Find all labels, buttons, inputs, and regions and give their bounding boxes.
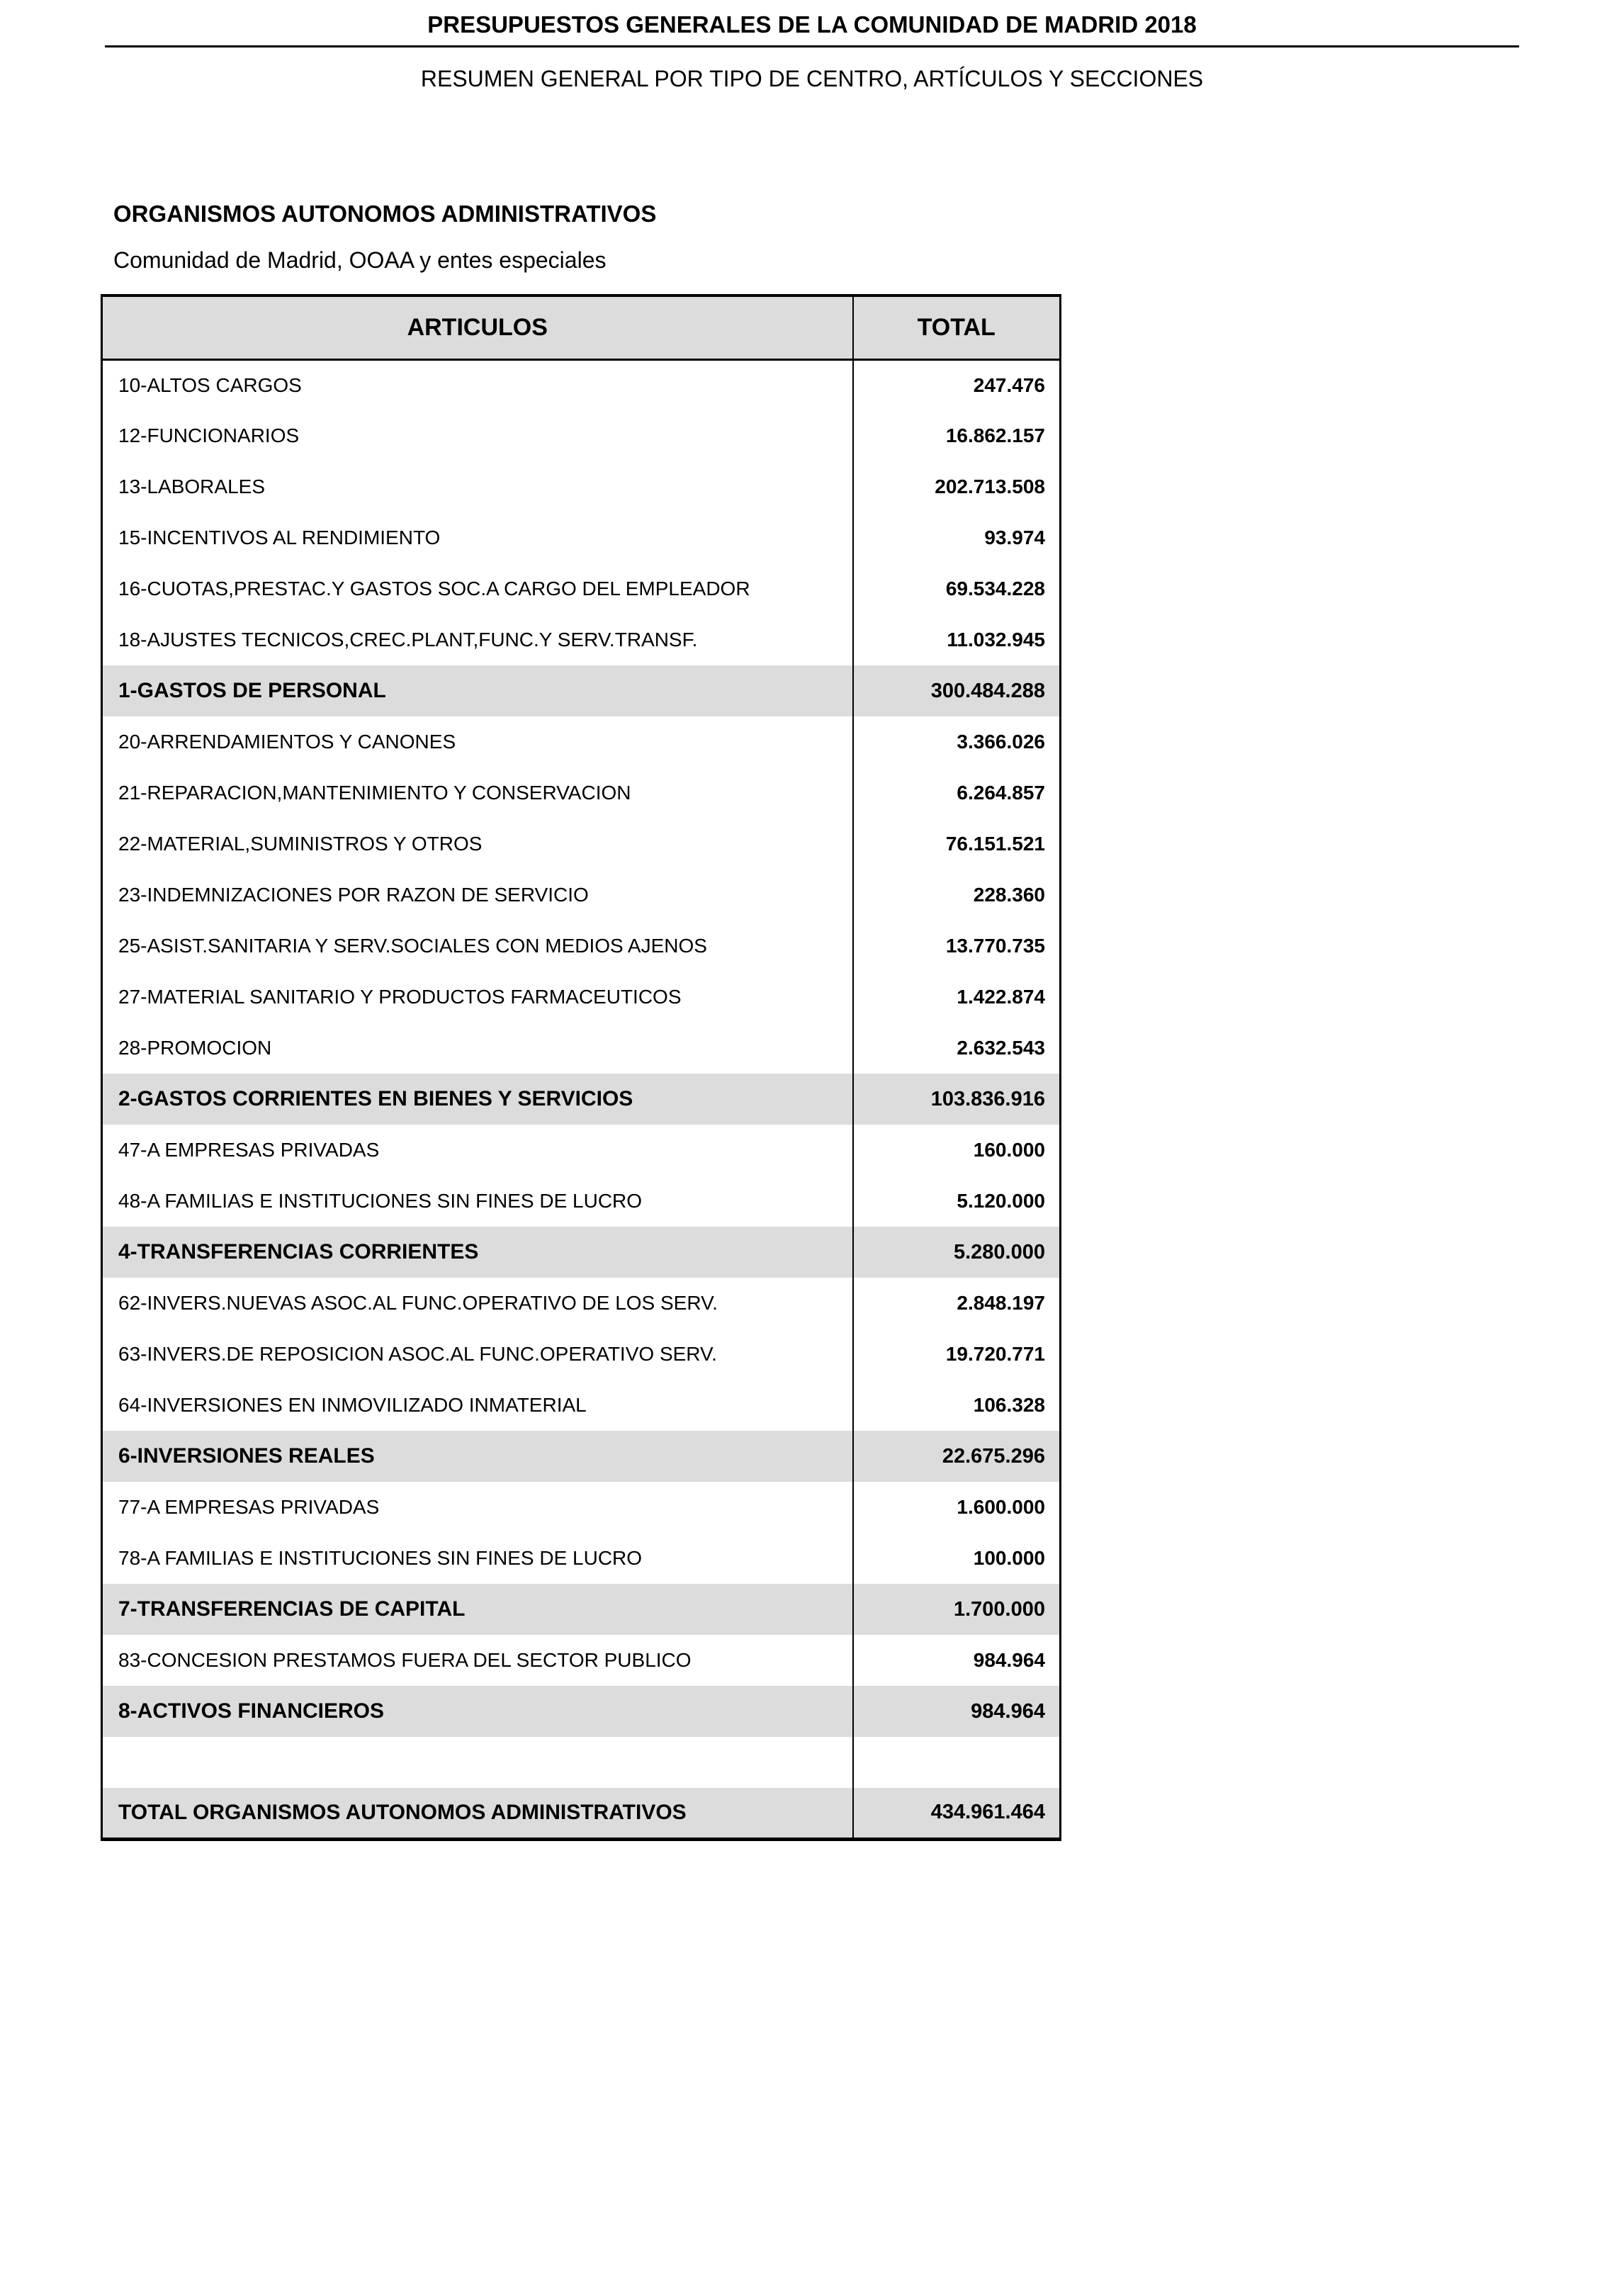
document-title: PRESUPUESTOS GENERALES DE LA COMUNIDAD DE MADRID 2018 xyxy=(427,11,1197,38)
row-label: 21-REPARACION,MANTENIMIENTO Y CONSERVACION xyxy=(102,767,853,818)
row-label xyxy=(102,1737,853,1788)
table-subtotal-row xyxy=(102,1686,1061,1737)
row-total: 5.120.000 xyxy=(957,1190,1045,1212)
column-header-articulos: ARTICULOS xyxy=(102,296,853,359)
row-total: 103.836.916 xyxy=(853,1074,1061,1125)
table-row xyxy=(102,1533,1061,1584)
column-header-total: TOTAL xyxy=(853,296,1061,359)
table-subtotal-row xyxy=(102,1431,1061,1482)
table-row xyxy=(102,1023,1061,1074)
row-label: 78-A FAMILIAS E INSTITUCIONES SIN FINES DE LUCRO xyxy=(102,1533,853,1584)
row-label: 62-INVERS.NUEVAS ASOC.AL FUNC.OPERATIVO DE LOS SERV. xyxy=(102,1278,853,1329)
table-subtotal-row xyxy=(102,1227,1061,1278)
table-row xyxy=(102,1278,1061,1329)
row-label: 23-INDEMNIZACIONES POR RAZON DE SERVICIO xyxy=(102,870,853,921)
row-total: 434.961.464 xyxy=(853,1788,1061,1839)
row-label: 15-INCENTIVOS AL RENDIMIENTO xyxy=(102,512,853,563)
row-total: 16.862.157 xyxy=(945,424,1045,446)
row-total: 3.366.026 xyxy=(957,731,1045,753)
table-row xyxy=(102,1635,1061,1686)
table-row xyxy=(102,1329,1061,1380)
row-label: 12-FUNCIONARIOS xyxy=(102,410,853,461)
table-row xyxy=(102,461,1061,512)
row-total: 5.280.000 xyxy=(853,1227,1061,1278)
row-total: 76.151.521 xyxy=(945,833,1045,855)
row-label: 64-INVERSIONES EN INMOVILIZADO INMATERIAL xyxy=(102,1380,853,1431)
row-label: 10-ALTOS CARGOS xyxy=(102,359,853,410)
budget-table xyxy=(101,294,1061,1841)
row-total: 984.964 xyxy=(973,1649,1045,1671)
section-heading: ORGANISMOS AUTONOMOS ADMINISTRATIVOS xyxy=(113,201,657,227)
row-label: TOTAL ORGANISMOS AUTONOMOS ADMINISTRATIVOS xyxy=(102,1788,853,1839)
row-total: 19.720.771 xyxy=(945,1343,1045,1365)
row-total: 11.032.945 xyxy=(947,629,1045,651)
row-label: 13-LABORALES xyxy=(102,461,853,512)
table-row xyxy=(102,563,1061,614)
row-total: 300.484.288 xyxy=(853,665,1061,716)
table-subtotal-row xyxy=(102,1074,1061,1125)
table-row xyxy=(102,870,1061,921)
table-header-row xyxy=(102,296,1061,359)
table-subtotal-row xyxy=(102,1584,1061,1635)
table-row xyxy=(102,410,1061,461)
row-total: 22.675.296 xyxy=(853,1431,1061,1482)
row-total: 69.534.228 xyxy=(945,578,1045,600)
table-total-row xyxy=(102,1788,1061,1839)
row-total: 2.632.543 xyxy=(957,1037,1045,1059)
row-label: 77-A EMPRESAS PRIVADAS xyxy=(102,1482,853,1533)
table-row xyxy=(102,1482,1061,1533)
row-total: 228.360 xyxy=(973,884,1045,906)
row-total: 984.964 xyxy=(853,1686,1061,1737)
row-total: 106.328 xyxy=(973,1394,1045,1416)
table-spacer-row xyxy=(102,1737,1061,1788)
row-label: 25-ASIST.SANITARIA Y SERV.SOCIALES CON MEDIOS AJENOS xyxy=(102,921,853,972)
row-label: 6-INVERSIONES REALES xyxy=(102,1431,853,1482)
table-row xyxy=(102,1176,1061,1227)
row-label: 47-A EMPRESAS PRIVADAS xyxy=(102,1125,853,1176)
row-label: 22-MATERIAL,SUMINISTROS Y OTROS xyxy=(102,818,853,870)
row-total xyxy=(853,1737,1061,1788)
row-label: 7-TRANSFERENCIAS DE CAPITAL xyxy=(102,1584,853,1635)
document-subtitle: RESUMEN GENERAL POR TIPO DE CENTRO, ARTÍCULOS Y SECCIONES xyxy=(420,66,1204,91)
table-row xyxy=(102,767,1061,818)
row-label: 48-A FAMILIAS E INSTITUCIONES SIN FINES DE LUCRO xyxy=(102,1176,853,1227)
table-row xyxy=(102,359,1061,410)
table-row xyxy=(102,716,1061,767)
table-row xyxy=(102,818,1061,870)
row-label: 83-CONCESION PRESTAMOS FUERA DEL SECTOR PUBLICO xyxy=(102,1635,853,1686)
row-total: 1.422.874 xyxy=(957,986,1045,1008)
row-total: 160.000 xyxy=(973,1139,1045,1161)
table-row xyxy=(102,512,1061,563)
table-row xyxy=(102,1125,1061,1176)
row-label: 18-AJUSTES TECNICOS,CREC.PLANT,FUNC.Y SERV.TRANSF. xyxy=(102,614,853,665)
row-total: 202.713.508 xyxy=(935,476,1045,497)
row-total: 247.476 xyxy=(973,373,1045,396)
row-label: 27-MATERIAL SANITARIO Y PRODUCTOS FARMACEUTICOS xyxy=(102,972,853,1023)
table-row xyxy=(102,972,1061,1023)
row-label: 63-INVERS.DE REPOSICION ASOC.AL FUNC.OPERATIVO SERV. xyxy=(102,1329,853,1380)
row-total: 1.700.000 xyxy=(853,1584,1061,1635)
row-total: 2.848.197 xyxy=(957,1292,1045,1314)
row-total: 6.264.857 xyxy=(957,782,1045,804)
section-subheading: Comunidad de Madrid, OOAA y entes especiales xyxy=(113,247,607,273)
table-subtotal-row xyxy=(102,665,1061,716)
table-row xyxy=(102,1380,1061,1431)
row-label: 16-CUOTAS,PRESTAC.Y GASTOS SOC.A CARGO DEL EMPLEADOR xyxy=(102,563,853,614)
row-total: 13.770.735 xyxy=(945,935,1045,957)
row-label: 1-GASTOS DE PERSONAL xyxy=(102,665,853,716)
row-label: 8-ACTIVOS FINANCIEROS xyxy=(102,1686,853,1737)
title-divider-rule xyxy=(105,45,1519,47)
table-row xyxy=(102,614,1061,665)
row-label: 4-TRANSFERENCIAS CORRIENTES xyxy=(102,1227,853,1278)
row-label: 28-PROMOCION xyxy=(102,1023,853,1074)
row-total: 1.600.000 xyxy=(957,1496,1045,1518)
table-row xyxy=(102,921,1061,972)
row-total: 93.974 xyxy=(984,527,1045,548)
row-label: 20-ARRENDAMIENTOS Y CANONES xyxy=(102,716,853,767)
row-total: 100.000 xyxy=(973,1547,1045,1569)
row-label: 2-GASTOS CORRIENTES EN BIENES Y SERVICIOS xyxy=(102,1074,853,1125)
